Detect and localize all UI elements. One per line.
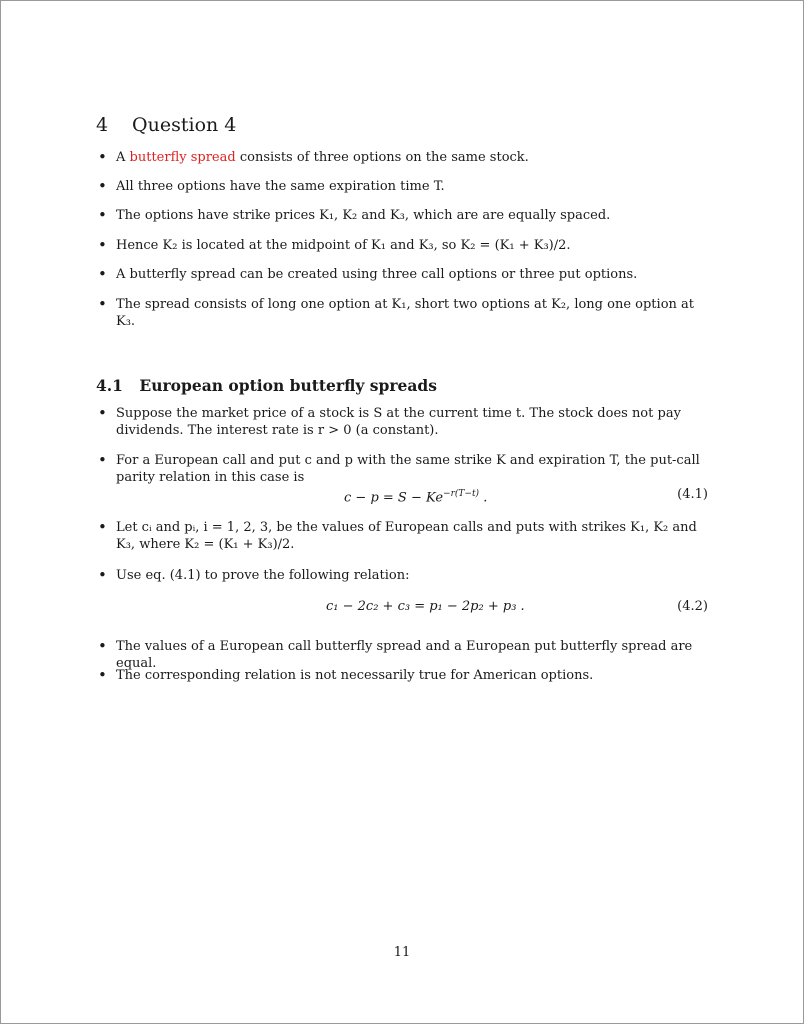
bullet-item [116,149,710,166]
bullet-item: • The values of a European call butterfly spread and a European put butterfly spread are equal. [116,638,710,672]
equation-body: c₁ − 2c₂ + c₃ = p₁ − 2p₂ + p₃ . [326,599,525,614]
equation-body [344,486,487,506]
subsection-heading [96,376,437,395]
equation-exponent: −r(T−t) [443,489,480,499]
equation-label: (4.1) [677,487,708,502]
subsection-title: European option butterfly spreads [139,376,437,395]
section-heading [96,114,236,136]
bullet-text-post: consists of three options on the same stock. [235,150,529,165]
equation-lhs: c − p = S − Ke [344,490,444,506]
bullet-item: • A butterfly spread can be created using three call options or three put options. [116,266,710,283]
bullet-item: • Suppose the market price of a stock is S at the current time t. The stock does not pay dividends. The interest rate is r > 0 (a constant). [116,405,710,439]
subsection-number: 4.1 [96,376,123,395]
bullet-item: • Use eq. (4.1) to prove the following relation: [116,567,710,584]
bullet-item: • The options have strike prices K₁, K₂ and K₃, which are are equally spaced. [116,207,710,224]
bullet-text-pre: A [116,150,130,165]
section-number: 4 [96,114,109,136]
bullet-item: • For a European call and put c and p with the same strike K and expiration T, the put-call parity relation in this case is [116,452,710,486]
bullet-item: • Hence K₂ is located at the midpoint of K₁ and K₃, so K₂ = (K₁ + K₃)/2. [116,237,710,254]
highlighted-term: butterfly spread [129,150,236,165]
section-title: Question 4 [132,114,237,136]
equation-label: (4.2) [677,599,708,614]
bullet-item: • The spread consists of long one option at K₁, short two options at K₂, long one option at K₃. [116,296,710,330]
bullet-item: • The corresponding relation is not necessarily true for American options. [116,667,710,684]
bullet-item: • Let cᵢ and pᵢ, i = 1, 2, 3, be the values of European calls and puts with strikes K₁, K₂ and K₃, where K₂ = (K₁ + K₃)/2. [116,519,710,553]
bullet-item: • All three options have the same expiration time T. [116,178,710,195]
page-number: 11 [393,945,411,960]
equation-end: . [479,490,488,506]
